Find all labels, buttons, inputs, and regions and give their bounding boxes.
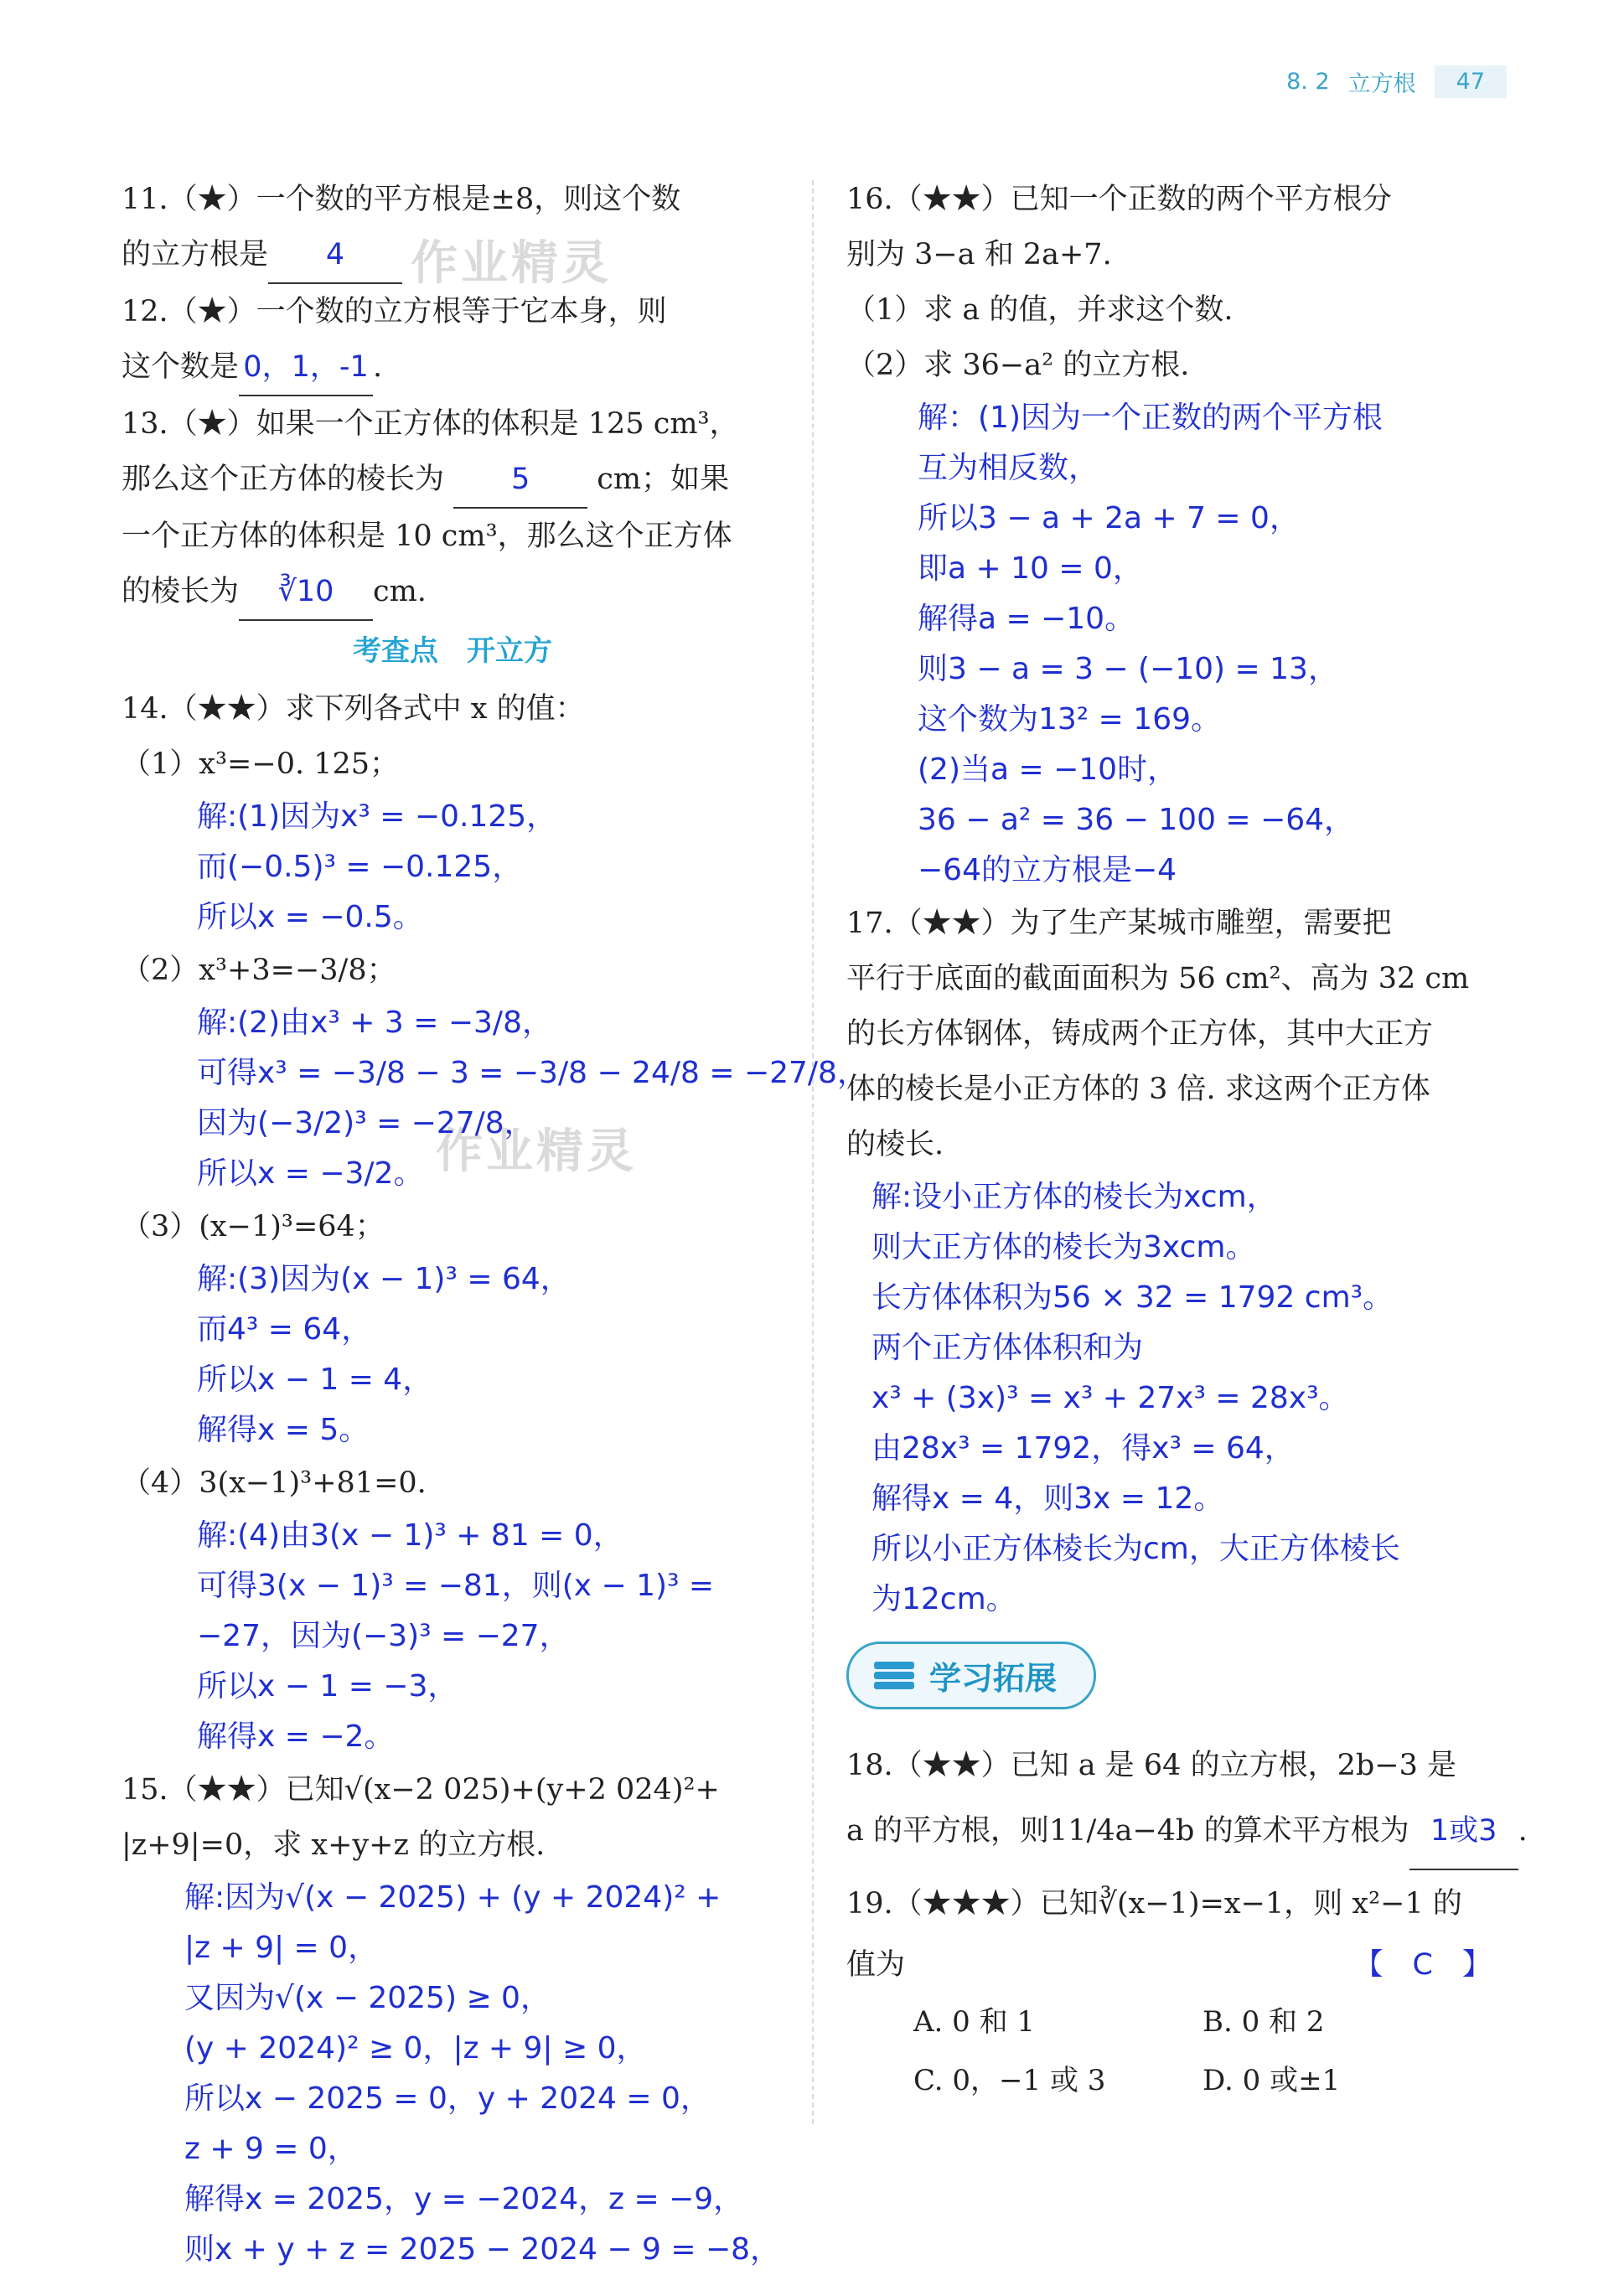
section-number: 8. 2	[1286, 69, 1330, 95]
choice-c: C. 0，−1 或 3	[913, 2064, 1106, 2097]
q18-line1: 18.（★★）已知 a 是 64 的立方根，2b−3 是	[846, 1749, 1456, 1782]
solution-line: 两个正方体体积和为	[871, 1331, 1144, 1365]
solution-line: 则3 − a = 3 − (−10) = 13，	[918, 652, 1338, 686]
right-column	[846, 172, 1528, 2110]
solution-line: 解：(1)因为一个正数的两个平方根	[918, 401, 1383, 435]
page-number: 47	[1435, 65, 1507, 98]
q13-line4: 的棱长为 ∛10 cm.	[122, 564, 784, 621]
solution-line: 为12cm。	[871, 1582, 1016, 1616]
q16-solution	[846, 393, 1508, 896]
solution-line: 可得3(x − 1)³ = −81，则(x − 1)³ =	[197, 1569, 715, 1603]
q14-part3-solution	[122, 1254, 784, 1455]
q15-solution	[122, 1873, 784, 2275]
solution-line: 长方体体积为56 × 32 = 1792 cm³。	[871, 1280, 1394, 1315]
solution-line: 而(−0.5)³ = −0.125，	[197, 850, 523, 884]
choice-a: A. 0 和 1	[913, 2005, 1036, 2039]
banner-title: 学习拓展	[929, 1660, 1058, 1697]
q14-part1: （1）x³=−0. 125；	[122, 747, 400, 781]
q16-line2: 别为 3−a 和 2a+7.	[846, 238, 1112, 271]
q18-answer: 1或3	[1409, 1793, 1518, 1870]
solution-line: 由28x³ = 1792，得x³ = 64，	[871, 1431, 1295, 1466]
solution-line: 解得x = 2025，y = −2024，z = −9，	[184, 2182, 744, 2216]
solution-line: 解得x = 5。	[197, 1413, 370, 1447]
q12-line1: 12.（★）一个数的立方根等于它本身，则	[122, 295, 667, 328]
solution-line: 所以x − 2025 = 0，y + 2024 = 0，	[184, 2081, 711, 2116]
solution-line: 则x + y + z = 2025 − 2024 − 9 = −8，	[184, 2232, 781, 2267]
solution-line: 即a + 10 = 0，	[918, 551, 1143, 586]
solution-line: 所以x = −0.5。	[197, 900, 423, 934]
solution-line: −64的立方根是−4	[918, 853, 1177, 887]
solution-line: 而4³ = 64，	[197, 1312, 372, 1347]
solution-line: 解得a = −10。	[918, 602, 1135, 636]
column-divider	[812, 180, 814, 2124]
solution-line: 所以3 − a + 2a + 7 = 0，	[918, 501, 1300, 535]
section-heading: 考查点 开立方	[353, 634, 552, 668]
q17-line1: 17.（★★）为了生产某城市雕塑，需要把	[846, 907, 1392, 940]
solution-line: x³ + (3x)³ = x³ + 27x³ = 28x³。	[871, 1381, 1349, 1415]
solution-line: 又因为√(x − 2025) ≥ 0，	[184, 1981, 551, 2015]
q13-answer1: 5	[453, 452, 587, 509]
solution-line: −27，因为(−3)³ = −27，	[197, 1619, 570, 1653]
solution-line: 解得x = 4，则3x = 12。	[871, 1481, 1224, 1516]
q13-line1: 13.（★）如果一个正方体的体积是 125 cm³，	[122, 407, 739, 441]
solution-line: 解:(1)因为x³ = −0.125，	[197, 799, 557, 834]
q13-line3: 一个正方体的体积是 10 cm³，那么这个正方体	[122, 520, 732, 553]
q13-answer2: ∛10	[239, 564, 373, 621]
q11-line2: 的立方根是 4	[122, 227, 784, 284]
q19-answer: 【 C 】	[1353, 1948, 1492, 1982]
watermark: 作业精灵	[436, 1125, 637, 1179]
page-header	[1286, 65, 1507, 98]
left-column	[122, 172, 867, 2275]
solution-line: 这个数为13² = 169。	[918, 702, 1222, 737]
q17-line4: 体的棱长是小正方体的 3 倍. 求这两个正方体	[846, 1073, 1430, 1106]
q19-line2: 值为 【 C 】	[846, 1937, 1508, 1993]
q16-part1: （1）求 a 的值，并求这个数.	[846, 293, 1234, 327]
q13-line2: 那么这个正方体的棱长为 5 cm；如果	[122, 452, 784, 509]
q14-part1-solution	[122, 792, 784, 943]
q14-part4: （4）3(x−1)³+81=0.	[122, 1466, 427, 1500]
q12-line2: 这个数是 0，1，-1 .	[122, 339, 784, 396]
q18-line2: a 的平方根，则11/4a−4b 的算术平方根为 1或3 .	[846, 1793, 1508, 1870]
solution-line: 所以x − 1 = 4，	[197, 1362, 433, 1397]
q16-part2: （2）求 36−a² 的立方根.	[846, 349, 1190, 382]
solution-line: 因为(−3/2)³ = −27/8，	[197, 1106, 535, 1140]
solution-line: 互为相反数，	[918, 451, 1099, 485]
q17-line5: 的棱长.	[846, 1128, 944, 1161]
q14-part2: （2）x³+3=−3/8；	[122, 954, 396, 987]
solution-line: 可得x³ = −3/8 − 3 = −3/8 − 24/8 = −27/8，	[197, 1056, 867, 1090]
choice-b: B. 0 和 2	[1202, 2005, 1325, 2039]
solution-line: 所以x − 1 = −3，	[197, 1669, 458, 1704]
section-title: 立方根	[1347, 71, 1416, 97]
q17-line2: 平行于底面的截面面积为 56 cm²、高为 32 cm	[846, 962, 1470, 995]
solution-line: 所以x = −3/2。	[197, 1156, 424, 1191]
q11-answer: 4	[268, 227, 402, 284]
solution-line: 所以小正方体棱长为cm，大正方体棱长	[871, 1532, 1400, 1566]
solution-line: 解:因为√(x − 2025) + (y + 2024)² +	[184, 1880, 721, 1915]
q11-line1: 11.（★）一个数的平方根是±8，则这个数	[122, 183, 681, 216]
q14-part3: （3）(x−1)³=64；	[122, 1210, 385, 1243]
solution-line: 解:设小正方体的棱长为xcm，	[871, 1180, 1277, 1214]
solution-line: 36 − a² = 36 − 100 = −64，	[918, 803, 1354, 837]
q19-line1: 19.（★★★）已知∛(x−1)=x−1，则 x²−1 的	[846, 1887, 1462, 1921]
q14-part2-solution	[122, 998, 867, 1199]
q14-part4-solution	[122, 1511, 784, 1762]
learning-extension-banner	[846, 1642, 1096, 1709]
q15-line2: |z+9|=0，求 x+y+z 的立方根.	[122, 1828, 546, 1862]
q16-line1: 16.（★★）已知一个正数的两个平方根分	[846, 183, 1392, 216]
solution-line: (2)当a = −10时，	[918, 752, 1178, 787]
q19-choices-row2	[846, 2051, 1508, 2110]
q14-prompt: 14.（★★）求下列各式中 x 的值：	[122, 692, 585, 726]
solution-line: z + 9 = 0，	[184, 2132, 358, 2166]
q12-answer: 0，1，-1	[239, 339, 373, 396]
q17-line3: 的长方体钢体，铸成两个正方体，其中大正方	[846, 1017, 1434, 1051]
q17-solution	[846, 1172, 1508, 1625]
q19-choices-row1	[846, 1993, 1508, 2051]
solution-line: (y + 2024)² ≥ 0，|z + 9| ≥ 0，	[184, 2031, 647, 2066]
q15-line1: 15.（★★）已知√(x−2 025)+(y+2 024)²+	[122, 1773, 720, 1807]
books-icon	[874, 1662, 916, 1690]
solution-line: 解得x = −2。	[197, 1719, 395, 1754]
choice-d: D. 0 或±1	[1202, 2064, 1341, 2097]
solution-line: 解:(4)由3(x − 1)³ + 81 = 0，	[197, 1518, 623, 1553]
solution-line: 解:(3)因为(x − 1)³ = 64，	[197, 1262, 571, 1296]
solution-line: 解:(2)由x³ + 3 = −3/8，	[197, 1006, 552, 1040]
solution-line: |z + 9| = 0，	[184, 1931, 379, 1965]
solution-line: 则大正方体的棱长为3xcm。	[871, 1230, 1256, 1264]
watermark: 作业精灵	[411, 236, 612, 291]
